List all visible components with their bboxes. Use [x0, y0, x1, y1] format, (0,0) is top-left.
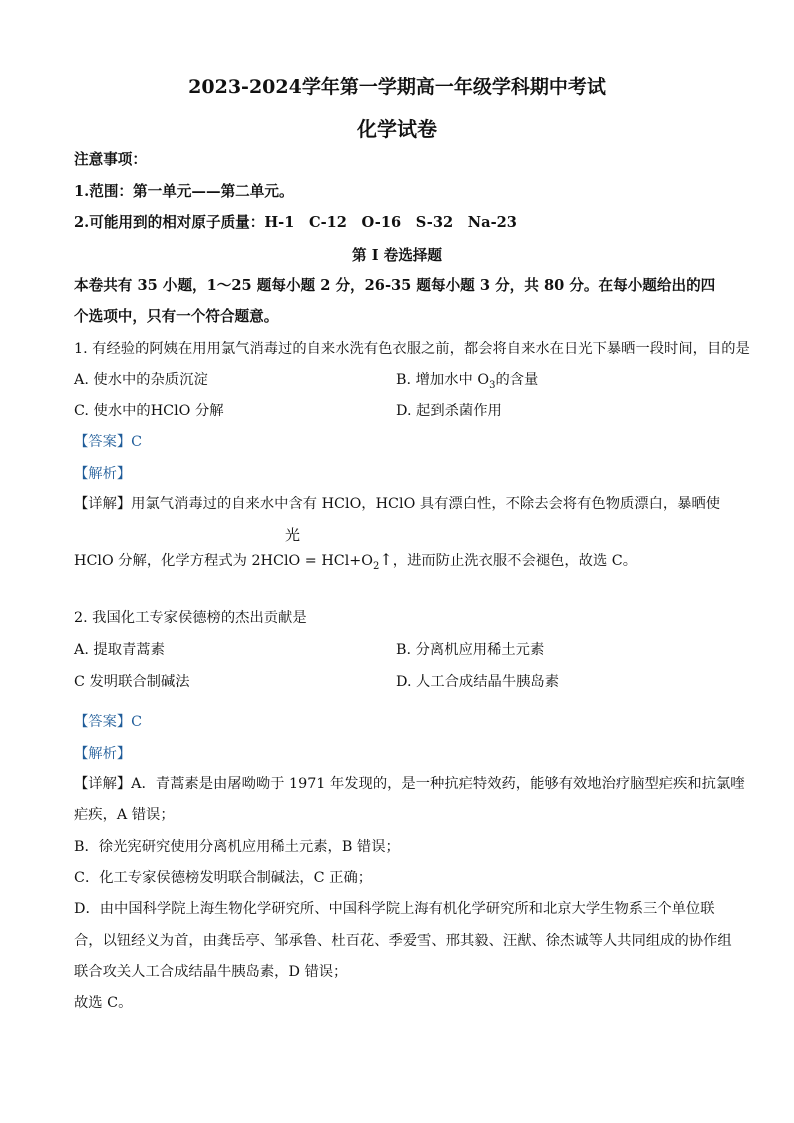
q2-detail-line-7: 联合攻关人工合成结晶牛胰岛素，D 错误；: [74, 964, 348, 980]
q1-option-a: A. 使水中的杂质沉淀: [74, 372, 208, 388]
q2-detail-line-2: 疟疾，A 错误；: [74, 807, 175, 823]
q1-detail-line-1: 【详解】用氯气消毒过的自来水中含有 HClO，HClO 具有漂白性，不除去会将有色物质漂白，暴晒使: [74, 496, 721, 512]
q2-detail-line-4: C．化工专家侯德榜发明联合制碱法，C 正确；: [74, 870, 373, 886]
q2-option-a: A. 提取青蒿素: [74, 642, 165, 658]
q2-option-b: B. 分离机应用稀土元素: [396, 642, 545, 658]
section-intro-line-1: 本卷共有 35 小题，1～25 题每小题 2 分，26-35 题每小题 3 分，共 80 分。在每小题给出的四: [74, 277, 716, 294]
q2-detail-line-5: D．由中国科学院上海生物化学研究所、中国科学院上海有机化学研究所和北京大学生物系三个单位联: [74, 901, 715, 917]
q1-option-c: C. 使水中的HClO 分解: [74, 403, 224, 419]
q2-answer: 【答案】C: [74, 714, 143, 730]
reaction-condition: 光: [285, 526, 301, 544]
q2-conclusion: 故选 C。: [74, 995, 133, 1011]
q1-answer: 【答案】C: [74, 434, 143, 450]
section-intro-line-2: 个选项中，只有一个符合题意。: [74, 308, 279, 325]
exam-title: 2023-2024学年第一学期高一年级学科期中考试: [188, 76, 606, 98]
q2-analysis-label: 【解析】: [74, 746, 132, 762]
q2-detail-line-3: B．徐光宪研究使用分离机应用稀土元素，B 错误；: [74, 839, 400, 855]
exam-subtitle: 化学试卷: [357, 117, 437, 141]
notes-item-2: 2.可能用到的相对原子质量：H-1 C-12 O-16 S-32 Na-23: [74, 214, 517, 231]
q1-option-d: D. 起到杀菌作用: [396, 403, 502, 419]
q2-stem: 2. 我国化工专家侯德榜的杰出贡献是: [74, 610, 307, 626]
notes-heading: 注意事项：: [74, 151, 147, 168]
q2-detail-line-1: 【详解】A．青蒿素是由屠呦呦于 1971 年发现的，是一种抗疟特效药，能够有效地治疗脑型疟疾和抗氯喹: [74, 776, 745, 792]
section-title: 第 I 卷选择题: [352, 247, 442, 264]
q2-detail-line-6: 合，以钮经义为首，由龚岳亭、邹承鲁、杜百花、季爱雪、邢其毅、汪猷、徐杰诚等人共同组成的协作组: [74, 933, 732, 949]
q1-analysis-label: 【解析】: [74, 466, 132, 482]
q2-option-d: D. 人工合成结晶牛胰岛素: [396, 674, 560, 690]
q1-detail-line-2: HClO 分解，化学方程式为 2HClO = $HCl+O_2↑$，进而防止洗衣服不会褪色，故选 C。: [74, 550, 638, 572]
q1-stem: 1. 有经验的阿姨在用用氯气消毒过的自来水洗有色衣服之前，都会将自来水在日光下暴晒一段时间，目的是: [74, 341, 750, 357]
gas-arrow-icon: ↑: [379, 550, 393, 569]
q1-option-b: B. 增加水中 $O_3$的含量: [396, 372, 539, 391]
notes-item-1: 1.范围：第一单元——第二单元。: [74, 183, 294, 200]
q2-option-c: C 发明联合制碱法: [74, 674, 190, 690]
